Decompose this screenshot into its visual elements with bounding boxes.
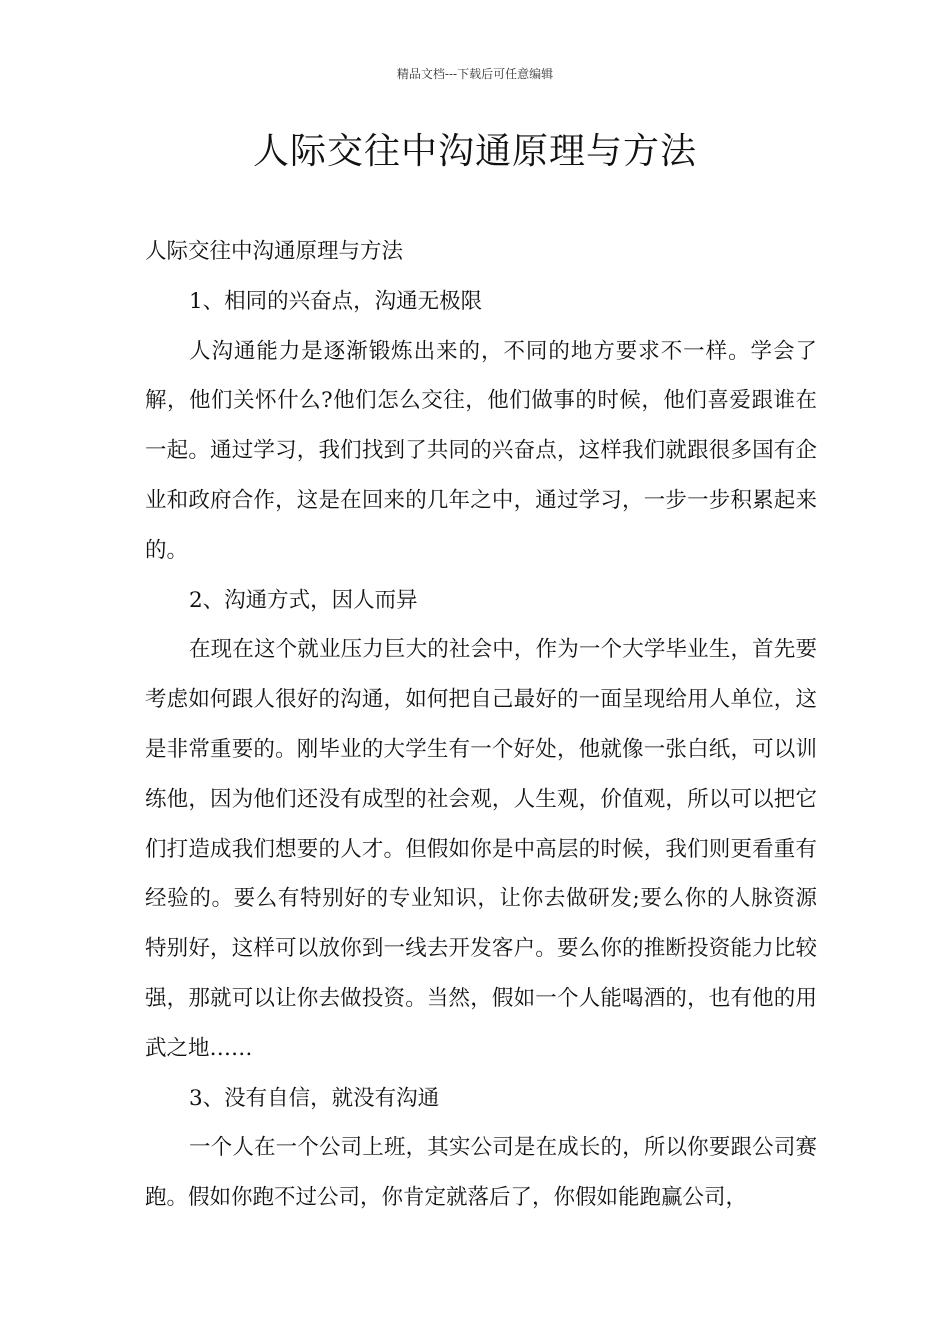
- document-title: 人际交往中沟通原理与方法: [252, 131, 697, 172]
- section-heading: 3、没有自信，就没有沟通: [189, 1085, 440, 1111]
- section-heading: 1、相同的兴奋点，沟通无极限: [189, 288, 483, 314]
- page-header: 精品文档---下载后可任意编辑: [396, 67, 554, 81]
- body-paragraph: 人际交往中沟通原理与方法: [145, 239, 404, 264]
- section-heading: 2、沟通方式，因人而异: [189, 587, 418, 613]
- body-paragraph: 人沟通能力是逐渐锻炼出来的，不同的地方要求不一样。学会了解，他们关怀什么?他们怎么交往，他们做事的时候，他们喜爱跟谁在一起。通过学习，我们找到了共同的兴奋点，这样我们就跟很多国有企业和政府合作，这是在回来的几年之中，通过学习，一步一步积累起来的。: [145, 338, 817, 563]
- document-body: [145, 227, 817, 1223]
- body-paragraph: 一个人在一个公司上班，其实公司是在成长的，所以你要跟公司赛跑。假如你跑不过公司，你肯定就落后了，你假如能跑赢公司，: [145, 1135, 817, 1211]
- body-paragraph: 在现在这个就业压力巨大的社会中，作为一个大学毕业生，首先要考虑如何跟人很好的沟通，如何把自己最好的一面呈现给用人单位，这是非常重要的。刚毕业的大学生有一个好处，他就像一张白纸，可以训练他，因为他们还没有成型的社会观，人生观，价值观，所以可以把它们打造成我们想要的人才。但假如你是中高层的时候，我们则更看重有经验的。要么有特别好的专业知识，让你去做研发;要么你的人脉资源特别好，这样可以放你到一线去开发客户。要么你的推断投资能力比较强，那就可以让你去做投资。当然，假如一个人能喝酒的，也有他的用武之地……: [145, 637, 817, 1061]
